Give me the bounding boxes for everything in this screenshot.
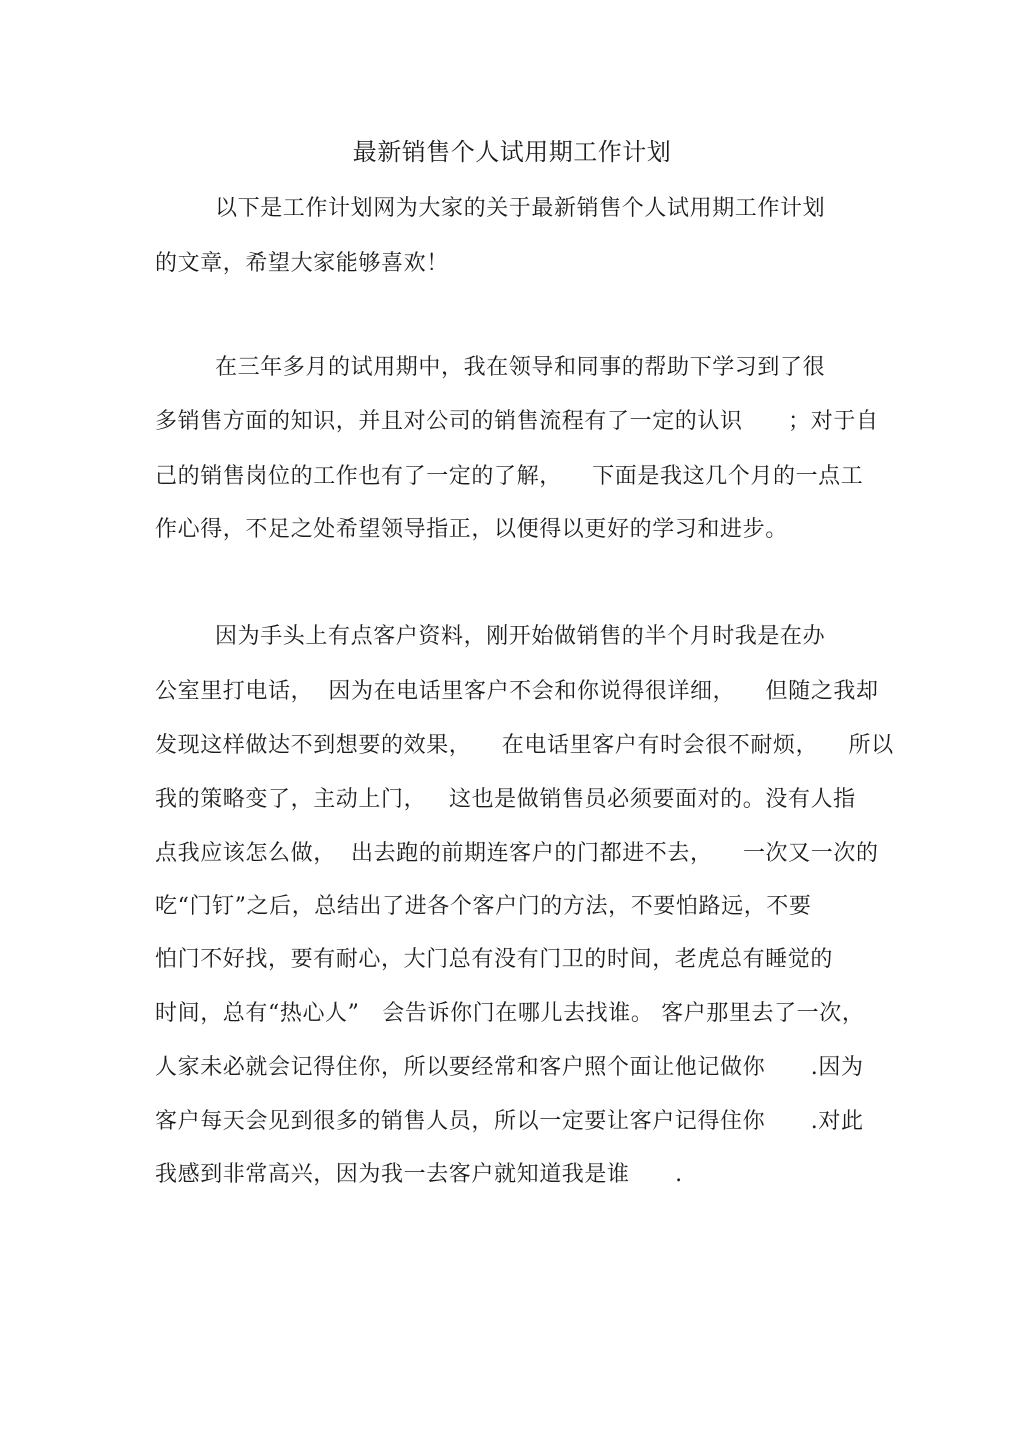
paragraph-3-line-10: 客户每天会见到很多的销售人员，所以一定要让客户记得住你 .对此 — [155, 1109, 864, 1134]
paragraph-3-line-3: 发现这样做达不到想要的效果， 在电话里客户有时会很不耐烦， 所以 — [155, 733, 894, 758]
paragraph-3-line-4: 我的策略变了，主动上门， 这也是做销售员必须要面对的。没有人指 — [155, 787, 856, 812]
paragraph-3-line-7: 怕门不好找，要有耐心，大门总有没有门卫的时间，老虎总有睡觉的 — [155, 947, 834, 972]
paragraph-2-line-1: 在三年多月的试用期中，我在领导和同事的帮助下学习到了很 — [215, 355, 826, 380]
paragraph-2-line-4: 作心得，不足之处希望领导指正，以便得以更好的学习和进步。 — [155, 517, 788, 542]
paragraph-1-line-1: 以下是工作计划网为大家的关于最新销售个人试用期工作计划 — [215, 196, 826, 221]
paragraph-3-line-2: 公室里打电话， 因为在电话里客户不会和你说得很详细， 但随之我却 — [155, 679, 879, 704]
paragraph-3-line-8: 时间，总有“热心人” 会告诉你门在哪儿去找谁。 客户那里去了一次， — [155, 1001, 865, 1026]
paragraph-3-line-9: 人家未必就会记得住你，所以要经常和客户照个面让他记做你 .因为 — [155, 1055, 864, 1080]
paragraph-3-line-11: 我感到非常高兴，因为我一去客户就知道我是谁 . — [155, 1162, 683, 1187]
paragraph-2-line-3: 己的销售岗位的工作也有了一定的了解， 下面是我这几个月的一点工 — [155, 464, 864, 489]
paragraph-3-line-5: 点我应该怎么做， 出去跑的前期连客户的门都进不去， 一次又一次的 — [155, 841, 879, 866]
paragraph-3-line-1: 因为手头上有点客户资料，刚开始做销售的半个月时我是在办 — [215, 624, 826, 649]
paragraph-1-line-2: 的文章，希望大家能够喜欢！ — [155, 251, 449, 276]
document-title: 最新销售个人试用期工作计划 — [352, 138, 672, 166]
paragraph-2-line-2: 多销售方面的知识，并且对公司的销售流程有了一定的认识 ；对于自 — [155, 409, 879, 434]
paragraph-3-line-6: 吃“门钉”之后，总结出了进各个客户门的方法，不要怕路远，不要 — [155, 894, 812, 919]
